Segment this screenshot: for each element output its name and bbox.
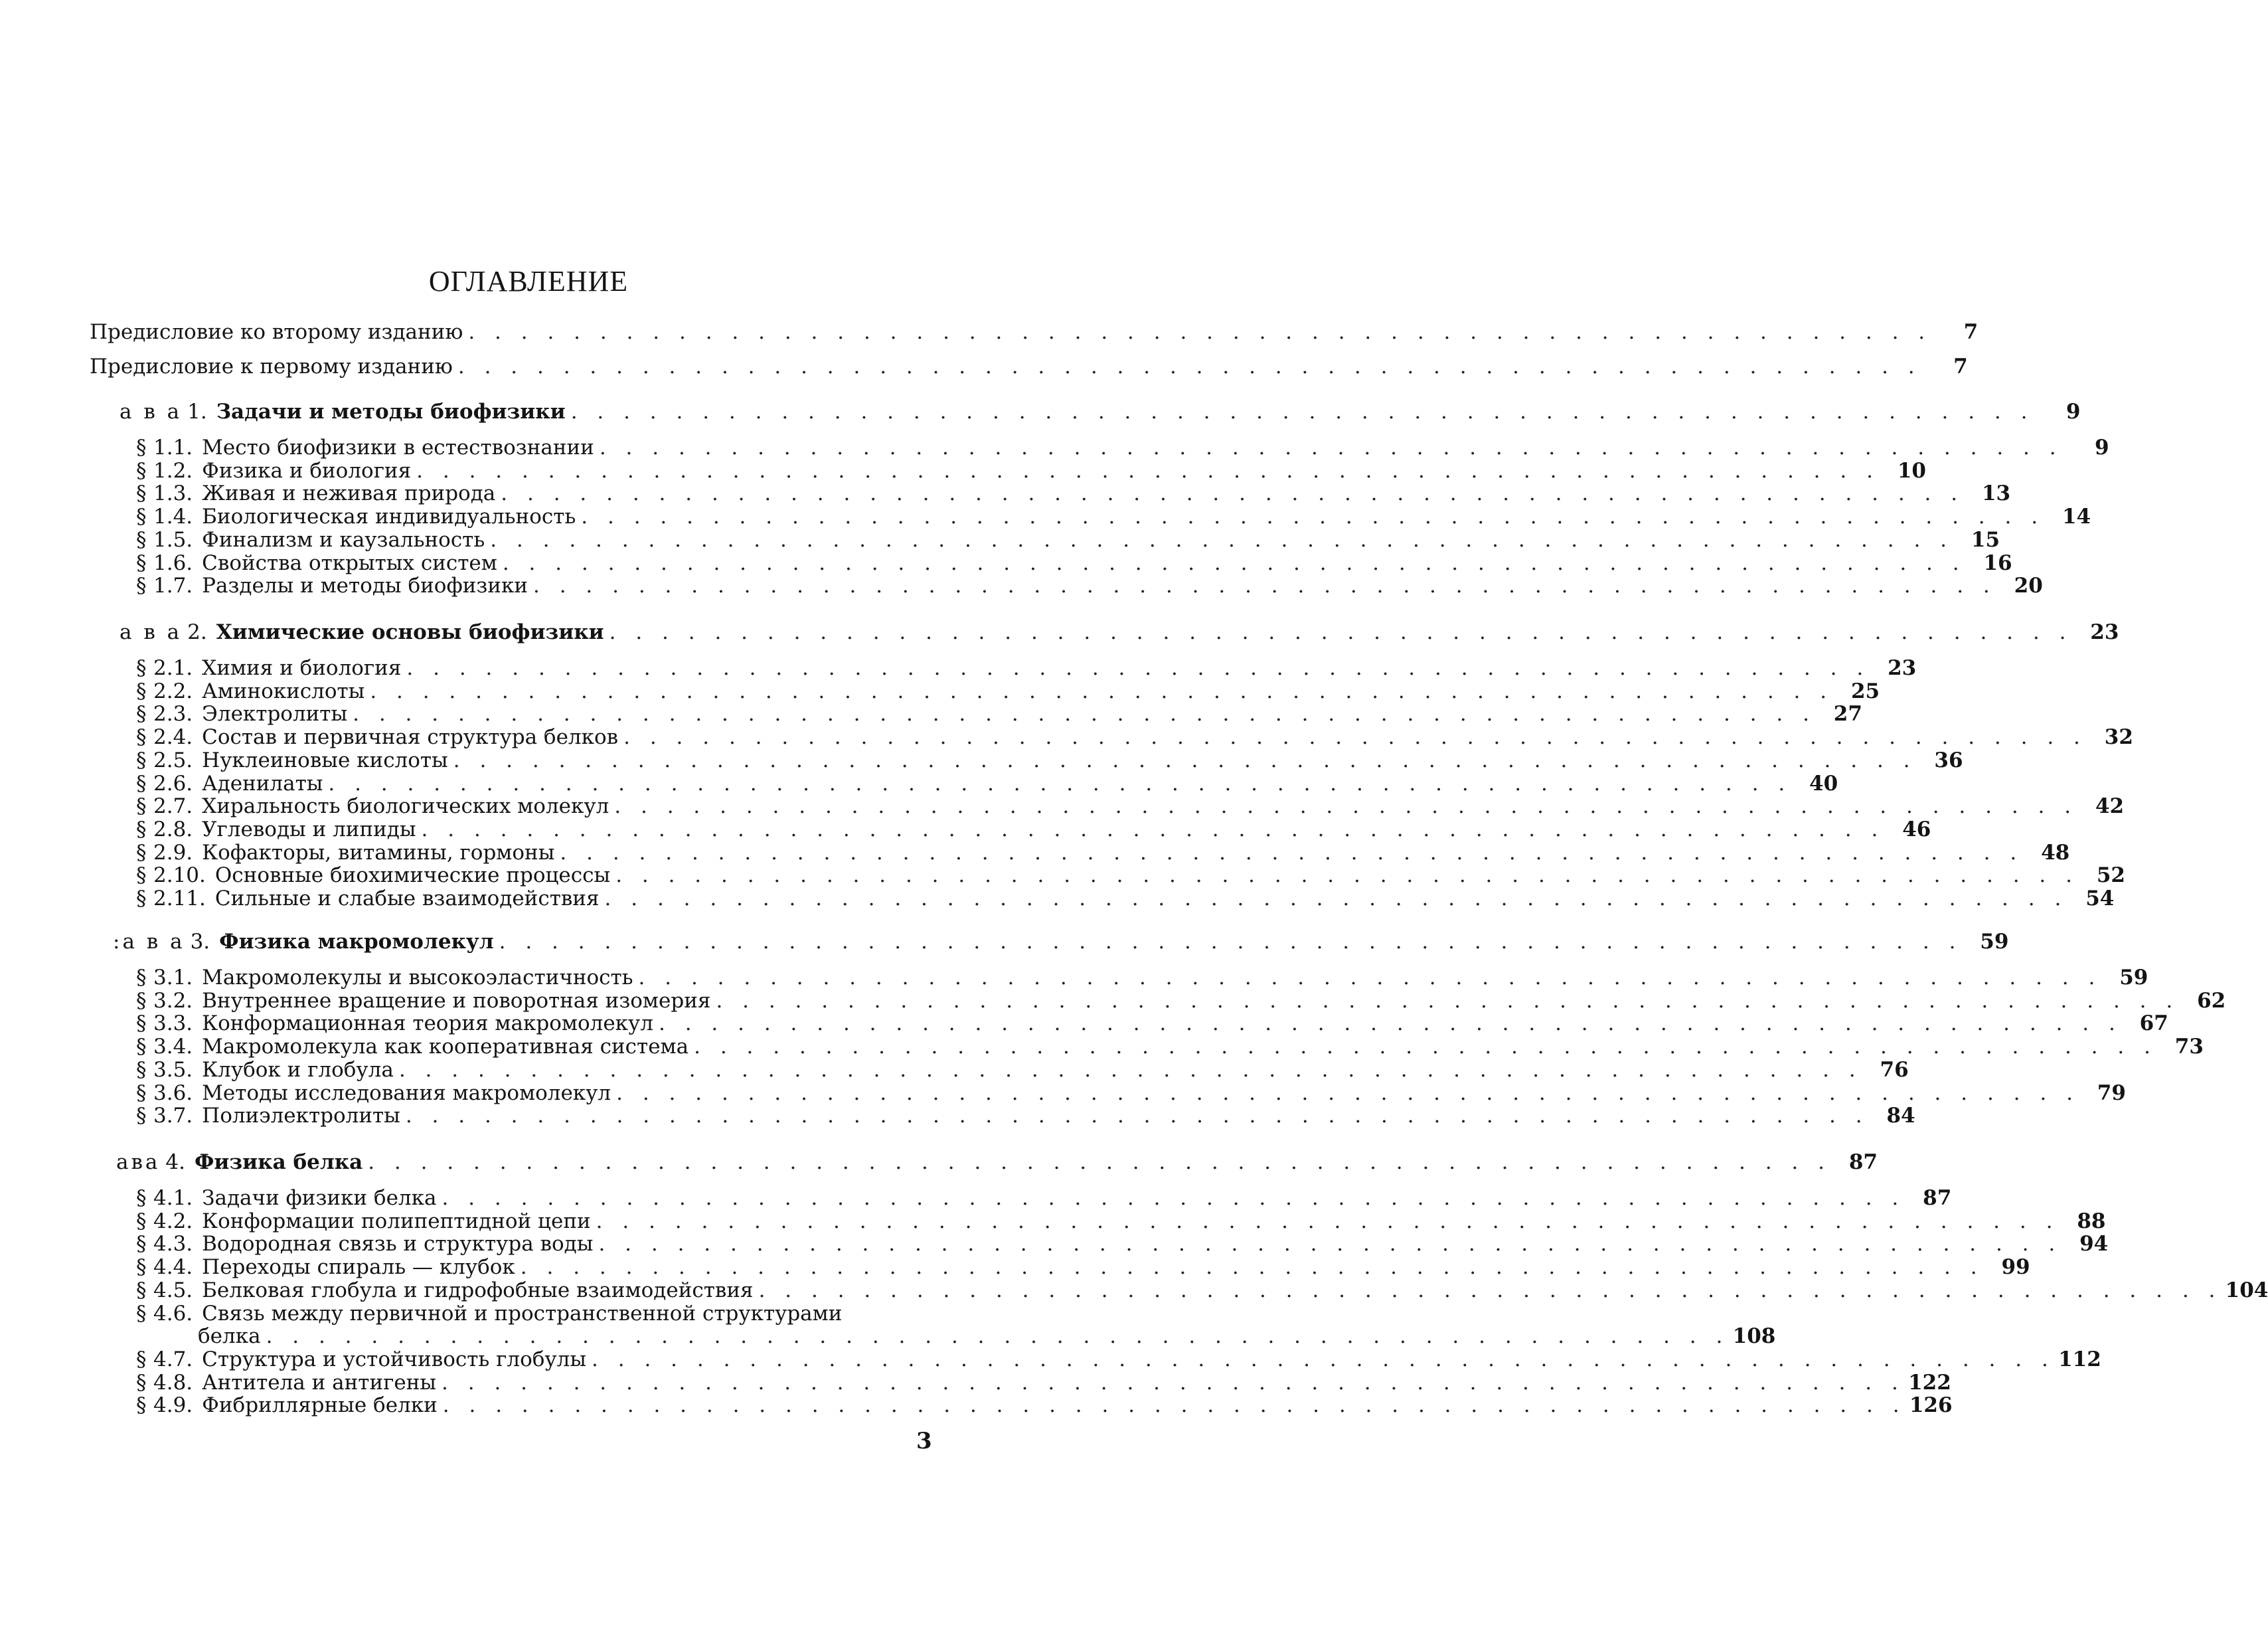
section-entry bbox=[198, 1324, 1776, 1349]
section-page: 25 bbox=[1850, 679, 1880, 703]
section-entry bbox=[136, 505, 2091, 529]
leader-dots: . . . . . . . . . . . . . . . . . . . . . . . . . . . . . . . . . . . . . . . . . . . . . . . . . . . . . . . . bbox=[638, 966, 2102, 990]
section-page: 10 bbox=[1897, 458, 1926, 483]
section-page: 99 bbox=[2001, 1255, 2030, 1280]
section-page: 20 bbox=[2014, 574, 2043, 598]
chapter-number: 4. bbox=[165, 1150, 185, 1174]
section-number: 4.3. bbox=[153, 1232, 193, 1256]
section-page: 112 bbox=[2058, 1347, 2101, 1371]
section-label bbox=[136, 1104, 400, 1128]
section-title: Основные биохимические процессы bbox=[214, 863, 611, 888]
section-title: Состав и первичная структура белков bbox=[202, 725, 619, 750]
section-title-cont: белка bbox=[198, 1324, 261, 1349]
leader-dots: . . . . . . . . . . . . . . . . . . . . . . . . . . . . . . . . . . . . . . . . . . . . . . . . . . . . . . . . bbox=[604, 887, 2068, 910]
section-page: 52 bbox=[2096, 863, 2125, 888]
section-entry bbox=[136, 1011, 2168, 1036]
leader-dots: . . . . . . . . . . . . . . . . . . . . . . . . . . . . . . . . . . . . . . . . . . . . . . . . . . . . . . . . bbox=[406, 656, 1870, 680]
leader-dots: . . . . . . . . . . . . . . . . . . . . . . . . . . . . . . . . . . . . . . . . . . . . . . . . . . . . . . . . bbox=[614, 794, 2078, 819]
section-entry bbox=[136, 1232, 2109, 1256]
section-sign: § bbox=[136, 840, 147, 865]
leader-dots: . . . . . . . . . . . . . . . . . . . . . . . . . . . . . . . . . . . . . . . . . . . . . . . . . . . . . . . . bbox=[758, 1278, 2222, 1302]
section-title: Кофакторы, витамины, гормоны bbox=[202, 840, 555, 865]
section-number: 4.6. bbox=[153, 1301, 193, 1326]
leader-dots: . . . . . . . . . . . . . . . . . . . . . . . . . . . . . . . . . . . . . . . . . . . . . . . . . . . . . . . . bbox=[716, 988, 2180, 1013]
section-label bbox=[136, 1011, 653, 1035]
chapter-label bbox=[120, 620, 604, 644]
leader-dots: . . . . . . . . . . . . . . . . . . . . . . . . . . . . . . . . . . . . . . . . . . . . . . . . . . . . . . . . bbox=[453, 748, 1917, 772]
leader-dots: . . . . . . . . . . . . . . . . . . . . . . . . . . . . . . . . . . . . . . . . . . . . . . . . . . . . . . . . bbox=[609, 620, 2073, 644]
leader-dots: . . . . . . . . . . . . . . . . . . . . . . . . . . . . . . . . . . . . . . . . . . . . . . . . . . . . . . . . bbox=[592, 1347, 2055, 1371]
section-label bbox=[136, 505, 576, 529]
section-number: 2.4. bbox=[153, 725, 193, 750]
section-number: 4.8. bbox=[153, 1370, 193, 1395]
section-title: Разделы и методы биофизики bbox=[202, 574, 528, 598]
section-title: Аминокислоты bbox=[202, 679, 365, 703]
section-page: 46 bbox=[1902, 817, 1931, 841]
section-sign: § bbox=[136, 966, 147, 990]
section-number: 2.2. bbox=[153, 679, 193, 703]
section-page: 15 bbox=[1971, 527, 2000, 552]
section-number: 2.7. bbox=[153, 794, 193, 819]
section-title: Антитела и антигены bbox=[202, 1370, 437, 1395]
section-title: Задачи физики белка bbox=[202, 1186, 437, 1210]
section-entry bbox=[136, 1255, 2030, 1280]
section-entry bbox=[136, 840, 2070, 865]
section-entry bbox=[136, 771, 1838, 796]
leader-dots: . . . . . . . . . . . . . . . . . . . . . . . . . . . . . . . . . . . . . . . . . . . . . . . . . . . . . . . . bbox=[368, 1150, 1831, 1174]
section-title: Методы исследования макромолекул bbox=[202, 1080, 611, 1105]
section-entry bbox=[136, 748, 1963, 772]
section-sign: § bbox=[136, 1035, 147, 1059]
section-title: Переходы спираль — клубок bbox=[202, 1255, 515, 1280]
leader-dots: . . . . . . . . . . . . . . . . . . . . . . . . . . . . . . . . . . . . . . . . . . . . . . . . . . . . . . . . bbox=[442, 1370, 1905, 1395]
section-sign: § bbox=[136, 817, 147, 841]
section-sign: § bbox=[136, 436, 147, 460]
section-page: 9 bbox=[2095, 436, 2109, 460]
section-page: 23 bbox=[1888, 656, 1917, 680]
section-number: 4.5. bbox=[153, 1278, 193, 1302]
section-title: Свойства открытых систем bbox=[202, 551, 497, 575]
section-title: Сильные и слабые взаимодействия bbox=[214, 887, 600, 910]
section-entry bbox=[136, 574, 2043, 598]
section-page: 94 bbox=[2079, 1232, 2109, 1256]
leader-dots: . . . . . . . . . . . . . . . . . . . . . . . . . . . . . . . . . . . . . . . . . . . . . . . . . . . . . . . . bbox=[599, 436, 2063, 460]
leader-dots: . . . . . . . . . . . . . . . . . . . . . . . . . . . . . . . . . . . . . . . . . . . . . . . . . . . . . . . . bbox=[598, 1232, 2062, 1256]
chapter-page: 23 bbox=[2090, 620, 2119, 644]
section-number: 2.9. bbox=[153, 840, 193, 865]
section-page: 122 bbox=[1908, 1370, 1951, 1395]
section-label bbox=[136, 1209, 591, 1233]
section-title: Хиральность биологических молекул bbox=[202, 794, 609, 819]
section-sign: § bbox=[136, 679, 147, 703]
section-label bbox=[136, 1393, 438, 1417]
chapter-title: Физика белка bbox=[195, 1150, 363, 1174]
section-label bbox=[136, 1255, 515, 1279]
leader-dots: . . . . . . . . . . . . . . . . . . . . . . . . . . . . . . . . . . . . . . . . . . . . . . . . . . . . . . . . bbox=[623, 725, 2087, 750]
section-entry bbox=[136, 702, 1862, 727]
section-sign: § bbox=[136, 1301, 147, 1326]
section-number: 3.4. bbox=[153, 1035, 193, 1059]
section-page: 48 bbox=[2041, 840, 2070, 865]
section-page: 36 bbox=[1934, 748, 1963, 772]
section-number: 1.4. bbox=[153, 505, 193, 529]
section-label bbox=[136, 1186, 436, 1210]
section-entry bbox=[136, 436, 2109, 460]
section-label bbox=[136, 1371, 436, 1395]
section-page: 16 bbox=[1983, 551, 2012, 575]
section-label bbox=[136, 966, 633, 990]
leader-dots: . . . . . . . . . . . . . . . . . . . . . . . . . . . . . . . . . . . . . . . . . . . . . . . . . . . . . . . . bbox=[560, 840, 2024, 865]
section-title: Водородная связь и структура воды bbox=[202, 1232, 594, 1256]
section-page: 27 bbox=[1833, 702, 1862, 727]
section-number: 1.3. bbox=[153, 481, 193, 506]
section-number: 2.6. bbox=[153, 771, 193, 796]
section-page: 54 bbox=[2085, 887, 2115, 910]
section-label bbox=[136, 818, 416, 841]
chapter-title: Задачи и методы биофизики bbox=[216, 400, 566, 424]
section-number: 2.10. bbox=[153, 863, 206, 888]
section-sign: § bbox=[136, 656, 147, 680]
section-label bbox=[136, 528, 485, 552]
section-page: 76 bbox=[1880, 1057, 1909, 1082]
leader-dots: . . . . . . . . . . . . . . . . . . . . . . . . . . . . . . . . . . . . . . . . . . . . . . . . . . . . . . . . bbox=[532, 574, 1996, 598]
section-number: 4.2. bbox=[153, 1209, 193, 1233]
section-number: 4.9. bbox=[153, 1393, 193, 1418]
section-label bbox=[136, 794, 609, 818]
section-entry bbox=[136, 679, 1880, 703]
section-label bbox=[136, 1347, 586, 1371]
section-entry bbox=[136, 1104, 1915, 1128]
section-number: 2.1. bbox=[153, 656, 193, 680]
section-page: 104 bbox=[2225, 1278, 2268, 1302]
section-title: Аденилаты bbox=[202, 771, 323, 796]
section-sign: § bbox=[136, 481, 147, 506]
section-page: 73 bbox=[2174, 1035, 2204, 1059]
section-entry bbox=[136, 863, 2125, 888]
chapter-title: Химические основы биофизики bbox=[216, 620, 604, 644]
section-entry bbox=[136, 656, 1917, 680]
section-number: 1.6. bbox=[153, 551, 193, 575]
chapter-prefix: а в а bbox=[120, 620, 183, 644]
section-sign: § bbox=[136, 1080, 147, 1105]
section-label bbox=[136, 1081, 611, 1105]
section-number: 3.3. bbox=[153, 1011, 193, 1036]
section-title: Связь между первичной и пространственной структурами bbox=[202, 1301, 843, 1326]
chapter-number: 2. bbox=[187, 620, 207, 644]
section-label bbox=[136, 1278, 754, 1302]
section-label bbox=[136, 989, 710, 1013]
section-sign: § bbox=[136, 1209, 147, 1233]
section-entry bbox=[136, 1209, 2106, 1233]
section-label bbox=[136, 863, 610, 887]
section-sign: § bbox=[136, 1393, 147, 1418]
section-title: Финализм и каузальность bbox=[202, 527, 485, 552]
section-sign: § bbox=[136, 794, 147, 819]
leader-dots: . . . . . . . . . . . . . . . . . . . . . . . . . . . . . . . . . . . . . . . . . . . . . . . . . . . . . . . . bbox=[398, 1057, 1862, 1082]
section-sign: § bbox=[136, 551, 147, 575]
section-sign: § bbox=[136, 505, 147, 529]
entry-page: 7 bbox=[1963, 320, 1979, 344]
chapter-heading bbox=[120, 620, 2119, 644]
chapter-heading bbox=[113, 930, 2009, 954]
section-page: 14 bbox=[2062, 505, 2091, 529]
section-label bbox=[136, 436, 594, 460]
leader-dots: . . . . . . . . . . . . . . . . . . . . . . . . . . . . . . . . . . . . . . . . . . . . . . . . . . . . . . . . bbox=[370, 679, 1834, 703]
section-title: Конформации полипептидной цепи bbox=[202, 1209, 591, 1233]
section-entry bbox=[136, 1370, 1951, 1395]
section-number: 3.5. bbox=[153, 1057, 193, 1082]
chapter-number: 3. bbox=[190, 930, 210, 954]
chapter-title: Физика макромолекул bbox=[219, 930, 494, 954]
chapter-label bbox=[116, 1150, 363, 1174]
page-title: ОГЛАВЛЕНИЕ bbox=[428, 265, 629, 298]
section-entry bbox=[136, 1278, 2268, 1302]
section-entry bbox=[136, 1035, 2204, 1059]
chapter-number: 1. bbox=[187, 400, 207, 424]
section-sign: § bbox=[136, 725, 147, 750]
leader-dots: . . . . . . . . . . . . . . . . . . . . . . . . . . . . . . . . . . . . . . . . . . . . . . . . . . . . . . . . bbox=[616, 1080, 2079, 1105]
chapter-heading bbox=[116, 1150, 1878, 1174]
section-title: Углеводы и липиды bbox=[202, 817, 416, 841]
section-title: Биологическая индивидуальность bbox=[202, 505, 576, 529]
leader-dots: . . . . . . . . . . . . . . . . . . . . . . . . . . . . . . . . . . . . . . . . . . . . . . . . . . . . . . . . bbox=[421, 817, 1885, 841]
section-entry bbox=[136, 887, 2115, 910]
section-title: Макромолекулы и высокоэластичность bbox=[202, 966, 633, 990]
section-number: 1.2. bbox=[153, 458, 193, 483]
section-page: 59 bbox=[2119, 966, 2148, 990]
section-title: Фибриллярные белки bbox=[202, 1393, 438, 1418]
section-entry bbox=[136, 1080, 2126, 1105]
section-sign: § bbox=[136, 1370, 147, 1395]
leader-dots: . . . . . . . . . . . . . . . . . . . . . . . . . . . . . . . . . . . . . . . . . . . . . . . . . . . . . . . . bbox=[570, 400, 2034, 424]
chapter-label bbox=[120, 400, 566, 424]
leader-dots: . . . . . . . . . . . . . . . . . . . . . . . . . . . . . . . . . . . . . . . . . . . . . . . . . . . . . . . . bbox=[490, 527, 1954, 552]
section-number: 4.7. bbox=[153, 1347, 193, 1371]
leader-dots: . . . . . . . . . . . . . . . . . . . . . . . . . . . . . . . . . . . . . . . . . . . . . . . . . . . . . . . . bbox=[659, 1011, 2122, 1036]
section-page: 13 bbox=[1981, 481, 2011, 506]
section-number: 2.11. bbox=[153, 887, 206, 910]
leader-dots: . . . . . . . . . . . . . . . . . . . . . . . . . . . . . . . . . . . . . . . . . . . . . . . . . . . . . . . . bbox=[596, 1209, 2060, 1233]
section-label bbox=[136, 656, 401, 680]
section-sign: § bbox=[136, 1104, 147, 1128]
section-sign: § bbox=[136, 988, 147, 1013]
section-sign: § bbox=[136, 458, 147, 483]
section-title: Внутреннее вращение и поворотная изомерия bbox=[202, 988, 711, 1013]
section-number: 3.2. bbox=[153, 988, 193, 1013]
section-entry bbox=[136, 1057, 1909, 1082]
section-page: 87 bbox=[1923, 1186, 1952, 1210]
section-sign: § bbox=[136, 574, 147, 598]
section-page: 67 bbox=[2139, 1011, 2168, 1036]
section-entry bbox=[136, 481, 2011, 506]
leader-dots: . . . . . . . . . . . . . . . . . . . . . . . . . . . . . . . . . . . . . . . . . . . . . . . . . . . . . . . . bbox=[581, 505, 2045, 529]
chapter-label bbox=[113, 930, 494, 954]
section-entry-line bbox=[136, 1302, 842, 1326]
entry-label: Предисловие ко второму изданию bbox=[90, 320, 463, 344]
section-sign: § bbox=[136, 863, 147, 888]
section-number: 1.1. bbox=[153, 436, 193, 460]
page-number: 3 bbox=[916, 1428, 932, 1454]
leader-dots: . . . . . . . . . . . . . . . . . . . . . . . . . . . . . . . . . . . . . . . . . . . . . . . . . . . . . . . . bbox=[442, 1393, 1906, 1418]
section-sign: § bbox=[136, 748, 147, 772]
chapter-heading bbox=[120, 400, 2081, 424]
section-title: Полиэлектролиты bbox=[202, 1104, 400, 1128]
section-page: 84 bbox=[1886, 1104, 1915, 1128]
entry-page: 7 bbox=[1953, 355, 1968, 379]
section-entry bbox=[136, 966, 2148, 990]
section-label bbox=[136, 679, 364, 703]
section-sign: § bbox=[136, 771, 147, 796]
section-number: 3.6. bbox=[153, 1080, 193, 1105]
section-entry bbox=[136, 817, 1931, 841]
entry-label: Предисловие к первому изданию bbox=[90, 355, 453, 379]
section-label bbox=[136, 725, 618, 749]
section-title: Физика и биология bbox=[202, 458, 412, 483]
section-number: 3.7. bbox=[153, 1104, 193, 1128]
leader-dots: . . . . . . . . . . . . . . . . . . . . . . . . . . . . . . . . . . . . . . . . . . . . . . . . . . . . . . . . bbox=[405, 1104, 1869, 1128]
leader-dots: . . . . . . . . . . . . . . . . . . . . . . . . . . . . . . . . . . . . . . . . . . . . . . . . . . . . . . . . bbox=[468, 320, 1932, 344]
section-number: 3.1. bbox=[153, 966, 193, 990]
section-entry bbox=[136, 527, 2000, 552]
section-page: 40 bbox=[1809, 771, 1838, 796]
section-page: 42 bbox=[2095, 794, 2125, 819]
leader-dots: . . . . . . . . . . . . . . . . . . . . . . . . . . . . . . . . . . . . . . . . . . . . . . . . . . . . . . . . bbox=[520, 1255, 1984, 1280]
section-title: Белковая глобула и гидрофобные взаимодействия bbox=[202, 1278, 754, 1302]
leader-dots: . . . . . . . . . . . . . . . . . . . . . . . . . . . . . . . . . . . . . . . . . . . . . . . . . . . . . . . . bbox=[442, 1186, 1905, 1210]
section-title: Электролиты bbox=[202, 702, 348, 727]
section-title: Макромолекула как кооперативная система bbox=[202, 1035, 689, 1059]
section-label bbox=[136, 1232, 593, 1256]
section-number: 2.8. bbox=[153, 817, 193, 841]
leader-dots: . . . . . . . . . . . . . . . . . . . . . . . . . . . . . . . . . . . . . . . . . . . . . . . . . . . . . . . . bbox=[457, 355, 1921, 379]
section-title: Химия и биология bbox=[202, 656, 402, 680]
section-label bbox=[136, 459, 411, 483]
section-label bbox=[136, 772, 323, 796]
section-entry bbox=[136, 725, 2133, 750]
section-label bbox=[136, 551, 497, 575]
section-page: 108 bbox=[1732, 1324, 1776, 1349]
section-sign: § bbox=[136, 1255, 147, 1280]
leader-dots: . . . . . . . . . . . . . . . . . . . . . . . . . . . . . . . . . . . . . . . . . . . . . . . . . . . . . . . . bbox=[266, 1324, 1730, 1349]
section-entry bbox=[136, 794, 2125, 819]
section-page: 32 bbox=[2104, 725, 2133, 750]
section-sign: § bbox=[136, 1057, 147, 1082]
section-number: 4.1. bbox=[153, 1186, 193, 1210]
section-number: 2.3. bbox=[153, 702, 193, 727]
section-entry bbox=[136, 1347, 2101, 1371]
preface-entry bbox=[90, 320, 1979, 344]
section-label bbox=[136, 574, 528, 598]
section-title: Живая и неживая природа bbox=[202, 481, 496, 506]
chapter-page: 59 bbox=[1980, 930, 2009, 954]
section-page: 62 bbox=[2197, 988, 2226, 1013]
section-label bbox=[136, 887, 600, 910]
chapter-prefix: а в а bbox=[120, 400, 183, 424]
section-label bbox=[136, 1058, 394, 1082]
section-title: Клубок и глобула bbox=[202, 1057, 394, 1082]
section-label bbox=[136, 748, 448, 772]
section-sign: § bbox=[136, 1347, 147, 1371]
section-page: 126 bbox=[1909, 1393, 1953, 1418]
section-title: Место биофизики в естествознании bbox=[202, 436, 594, 460]
section-label bbox=[136, 841, 554, 865]
section-entry bbox=[136, 1186, 1952, 1210]
chapter-prefix: ава bbox=[116, 1150, 161, 1174]
section-sign: § bbox=[136, 702, 147, 727]
section-sign: § bbox=[136, 527, 147, 552]
section-number: 4.4. bbox=[153, 1255, 193, 1280]
section-title: Нуклеиновые кислоты bbox=[202, 748, 448, 772]
leader-dots: . . . . . . . . . . . . . . . . . . . . . . . . . . . . . . . . . . . . . . . . . . . . . . . . . . . . . . . . bbox=[353, 702, 1816, 727]
chapter-page: 87 bbox=[1848, 1150, 1878, 1174]
chapter-prefix: :а в а bbox=[113, 930, 185, 954]
section-label bbox=[136, 1035, 688, 1059]
section-label bbox=[136, 702, 347, 726]
section-sign: § bbox=[136, 1186, 147, 1210]
section-number: 2.5. bbox=[153, 748, 193, 772]
section-entry bbox=[136, 1393, 1953, 1418]
leader-dots: . . . . . . . . . . . . . . . . . . . . . . . . . . . . . . . . . . . . . . . . . . . . . . . . . . . . . . . . bbox=[694, 1035, 2157, 1059]
section-sign: § bbox=[136, 1232, 147, 1256]
section-number: 1.5. bbox=[153, 527, 193, 552]
chapter-page: 9 bbox=[2066, 400, 2081, 424]
section-title: Структура и устойчивость глобулы bbox=[202, 1347, 587, 1371]
section-title: Конформационная теория макромолекул bbox=[202, 1011, 653, 1036]
section-entry bbox=[136, 551, 2012, 575]
section-sign: § bbox=[136, 1278, 147, 1302]
leader-dots: . . . . . . . . . . . . . . . . . . . . . . . . . . . . . . . . . . . . . . . . . . . . . . . . . . . . . . . . bbox=[416, 458, 1880, 483]
section-entry bbox=[136, 458, 1926, 483]
section-entry bbox=[136, 988, 2226, 1013]
leader-dots: . . . . . . . . . . . . . . . . . . . . . . . . . . . . . . . . . . . . . . . . . . . . . . . . . . . . . . . . bbox=[328, 771, 1792, 796]
section-label bbox=[136, 481, 495, 505]
section-sign: § bbox=[136, 1011, 147, 1036]
section-number: 1.7. bbox=[153, 574, 193, 598]
section-sign: § bbox=[136, 887, 147, 910]
leader-dots: . . . . . . . . . . . . . . . . . . . . . . . . . . . . . . . . . . . . . . . . . . . . . . . . . . . . . . . . bbox=[499, 930, 1963, 954]
section-page: 88 bbox=[2077, 1209, 2106, 1233]
leader-dots: . . . . . . . . . . . . . . . . . . . . . . . . . . . . . . . . . . . . . . . . . . . . . . . . . . . . . . . . bbox=[502, 551, 1966, 575]
preface-entry bbox=[90, 355, 1968, 379]
leader-dots: . . . . . . . . . . . . . . . . . . . . . . . . . . . . . . . . . . . . . . . . . . . . . . . . . . . . . . . . bbox=[615, 863, 2079, 888]
section-page: 79 bbox=[2097, 1080, 2126, 1105]
leader-dots: . . . . . . . . . . . . . . . . . . . . . . . . . . . . . . . . . . . . . . . . . . . . . . . . . . . . . . . . bbox=[501, 481, 1965, 506]
